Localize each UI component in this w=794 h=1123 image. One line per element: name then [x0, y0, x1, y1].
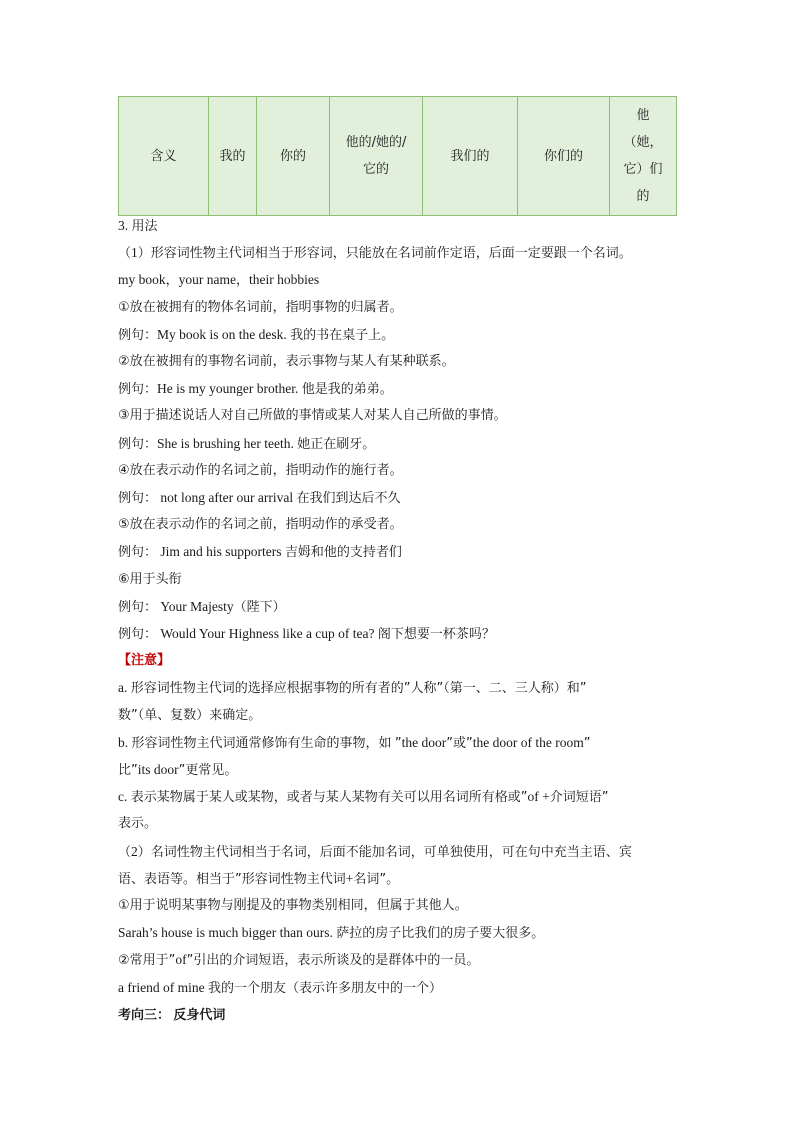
text-line: c. 表示某物属于某人或某物，或者与某人某物有关可以用名词所有格或”of +介词短语” [118, 789, 609, 806]
text-line: ②常用于”of”引出的介词短语，表示所谈及的是群体中的一员。 [118, 952, 480, 969]
note-heading: 【注意】 [118, 653, 171, 669]
text-line: 例句：He is my younger brother. 他是我的弟弟。 [118, 381, 393, 398]
text-line: b. 形容词性物主代词通常修饰有生命的事物，如 ”the door”或”the door of the room” [118, 734, 591, 751]
text-line: 3. 用法 [118, 218, 158, 234]
text-line: ①用于说明某事物与刚提及的事物类别相同，但属于其他人。 [118, 898, 468, 913]
table-cell-your-plural: 你们的 [518, 97, 610, 216]
possessive-pronoun-table [118, 96, 677, 216]
text-line: 例句：My book is on the desk. 我的书在桌子上。 [118, 326, 395, 343]
text-line: 例句： Jim and his supporters 吉姆和他的支持者们 [118, 544, 402, 561]
text-line: ①放在被拥有的物体名词前，指明事物的归属者。 [118, 299, 403, 315]
text-line: ④放在表示动作的名词之前，指明动作的施行者。 [118, 462, 403, 478]
text-line: 例句： Your Majesty（陛下） [118, 598, 286, 615]
text-line: 例句：She is brushing her teeth. 她正在刷牙。 [118, 435, 376, 452]
text-line: 语、表语等。相当于”形容词性物主代词+名词”。 [118, 870, 400, 887]
table-cell-your: 你的 [257, 97, 330, 216]
text-line: a. 形容词性物主代词的选择应根据事物的所有者的”人称”（第一、二、三人称）和” [118, 680, 587, 697]
table-cell-their: 他 （她， 它）们 的 [610, 97, 677, 216]
text-line: a friend of mine 我的一个朋友（表示许多朋友中的一个） [118, 979, 442, 996]
text-line: ⑥用于头衔 [118, 571, 182, 587]
table-cell-his-her-its: 他的/她的/ 它的 [330, 97, 423, 216]
text-line: 例句： not long after our arrival 在我们到达后不久 [118, 490, 401, 506]
text-line: （1）形容词性物主代词相当于形容词，只能放在名词前作定语，后面一定要跟一个名词。 [118, 245, 632, 262]
text-line: 比”its door”更常见。 [118, 762, 238, 778]
text-line: ③用于描述说话人对自己所做的事情或某人对某人自己所做的事情。 [118, 408, 507, 424]
text-line: 表示。 [118, 816, 158, 832]
table-cell-our: 我们的 [423, 97, 518, 216]
text-line: ②放在被拥有的事物名词前，表示事物与某人有某种联系。 [118, 354, 455, 369]
table-cell-meaning: 含义 [119, 97, 209, 216]
text-line: Sarah’s house is much bigger than ours. 萨拉的房子比我们的房子要大很多。 [118, 925, 545, 942]
table-row [119, 97, 677, 216]
text-line: my book，your name，their hobbies [118, 272, 320, 289]
text-line: ⑤放在表示动作的名词之前，指明动作的承受者。 [118, 517, 403, 533]
table-cell-my: 我的 [209, 97, 257, 216]
text-line: 例句： Would Your Highness like a cup of tea? 阁下想要一杯茶吗？ [118, 626, 495, 642]
text-line: 数”（单、复数）来确定。 [118, 707, 262, 723]
section-heading: 考向三： 反身代词 [118, 1007, 226, 1023]
text-line: （2）名词性物主代词相当于名词，后面不能加名词，可单独使用，可在句中充当主语、宾 [118, 843, 632, 860]
